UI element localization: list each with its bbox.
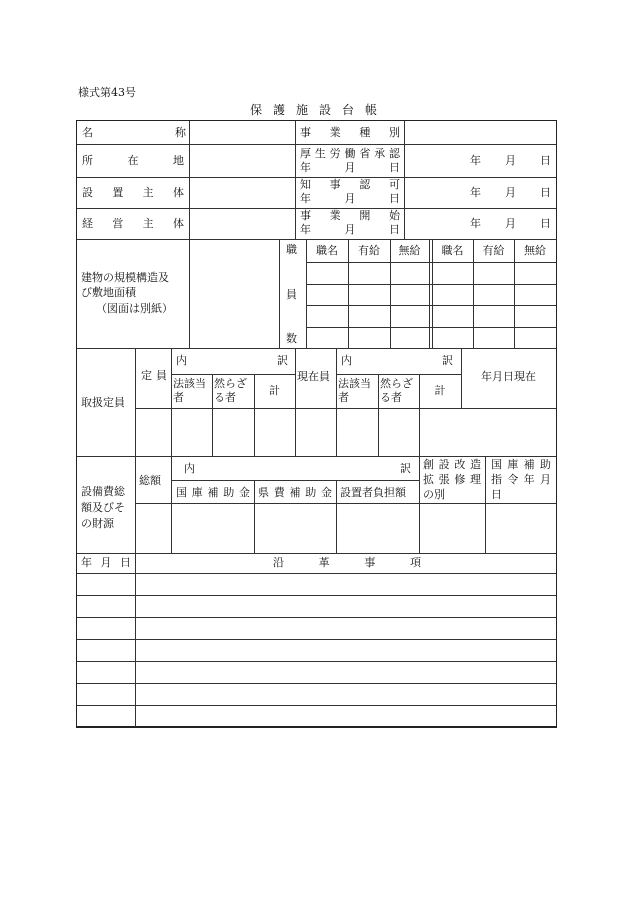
national-subsidy-label: 国 庫 補 助 金 (176, 486, 250, 499)
staff-header-paid-2: 有給 (482, 244, 505, 257)
quota-other-2: る者 (214, 391, 236, 404)
as-of-date-label: 年月日現在 (481, 370, 536, 383)
current-total-label: 計 (434, 384, 446, 397)
operator-label: 経 営 主 体 (82, 217, 184, 230)
staff-header-unpaid-1: 無給 (398, 244, 421, 257)
building-scale-label-2: び敷地面積 (81, 286, 136, 299)
form-number: 様式第43号 (78, 86, 136, 99)
founder-burden-label: 設置者負担額 (340, 486, 406, 499)
business-start-date-field: 年 月 日 (470, 217, 551, 230)
equipment-cost-label-1: 設備費総 (81, 485, 125, 498)
current-breakdown-label: 内 訳 (341, 354, 453, 367)
equipment-cost-label-2: 額及びそ (81, 501, 125, 514)
staff-header-unpaid-2: 無給 (524, 244, 546, 257)
history-date-header: 年 月 日 (81, 556, 131, 569)
staff-header-title-1: 職名 (316, 244, 338, 257)
staff-count-label-2: 員 (286, 288, 297, 301)
current-applicable-2: 者 (338, 391, 349, 404)
history-matters-header: 沿 革 事 項 (273, 556, 421, 569)
equipment-cost-label-3: の財源 (81, 517, 114, 530)
staff-count-label-1: 職 (286, 243, 297, 256)
construction-type-label-3: の別 (423, 488, 445, 501)
construction-type-label-1: 創 設 改 造 (423, 458, 481, 471)
subsidy-order-label-1: 国 庫 補 助 (491, 458, 551, 471)
total-amount-label: 総額 (139, 474, 161, 487)
building-scale-label-1: 建物の規模構造及 (81, 271, 169, 284)
staff-header-title-2: 職名 (441, 244, 464, 257)
mhlw-approval-label: 厚 生 労 働 省 承 認 (300, 147, 400, 160)
current-other-2: る者 (380, 391, 402, 404)
founder-label: 設 置 主 体 (82, 186, 184, 199)
quota-total-label: 計 (269, 384, 280, 397)
prefectural-subsidy-label: 県 費 補 助 金 (258, 486, 332, 499)
construction-type-label-2: 拡 張 修 理 (423, 473, 481, 486)
business-start-date: 年 月 日 (300, 223, 400, 236)
mhlw-approval-date: 年 月 日 (300, 161, 400, 174)
governor-approval-date-field: 年 月 日 (470, 186, 551, 199)
governor-approval-date: 年 月 日 (300, 192, 400, 205)
quota-applicable-2: 者 (173, 391, 184, 404)
current-other-1: 然らざ (380, 377, 413, 390)
staff-header-paid-1: 有給 (358, 244, 380, 257)
finance-breakdown-label: 内 訳 (184, 462, 411, 475)
name-label-a: 名 (82, 126, 93, 139)
facility-register-form (76, 120, 557, 728)
governor-approval-label: 知 事 認 可 (300, 178, 400, 191)
building-scale-label-3: （図面は別紙） (96, 302, 173, 315)
current-applicable-1: 法該当 (338, 377, 371, 390)
subsidy-order-label-2: 指 令 年 月 (491, 473, 551, 486)
subsidy-order-label-3: 日 (491, 488, 502, 501)
capacity-label: 取扱定員 (81, 396, 125, 409)
mhlw-approval-date-field: 年 月 日 (470, 154, 551, 167)
quota-other-1: 然らざ (214, 377, 247, 390)
form-title: 保護施設台帳 (249, 103, 388, 117)
name-label-b: 称 (175, 126, 186, 139)
business-start-label: 事 業 開 始 (300, 209, 400, 222)
address-label: 所 在 地 (82, 154, 184, 167)
quota-label: 定 員 (141, 369, 167, 382)
quota-breakdown-label: 内 訳 (176, 354, 288, 367)
quota-applicable-1: 法該当 (173, 377, 206, 390)
business-type-label: 事 業 種 別 (300, 126, 400, 139)
staff-count-label-3: 数 (286, 332, 297, 345)
current-count-label: 現在員 (297, 370, 330, 383)
